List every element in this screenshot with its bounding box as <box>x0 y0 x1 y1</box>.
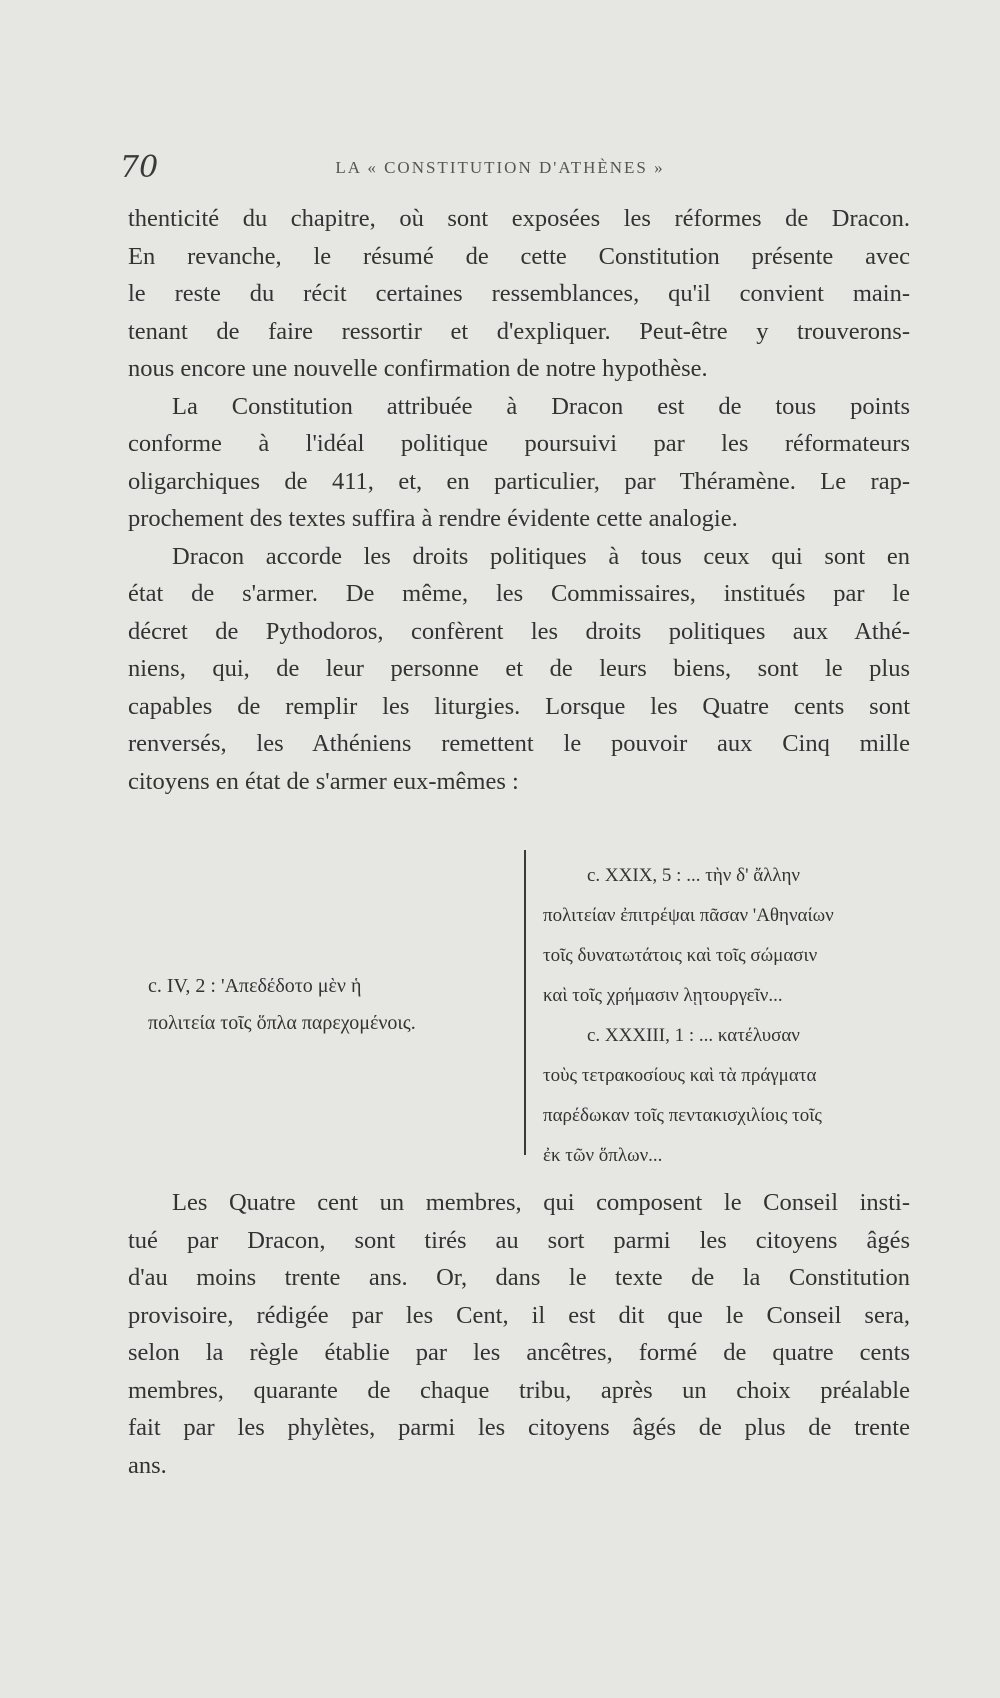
column-divider <box>524 850 526 1155</box>
text-line: tenant de faire ressortir et d'expliquer. Peut-être y trouverons- <box>128 317 910 345</box>
running-title: LA « CONSTITUTION D'ATHÈNES » <box>335 158 665 177</box>
text-line: selon la règle établie par les ancêtres, formé de quatre cents <box>128 1339 910 1366</box>
quotation-line: τοὺς τετρακοσίους καὶ τὰ πράγματα <box>543 1065 817 1086</box>
text-line: renversés, les Athéniens remettent le pouvoir aux Cinq mille <box>128 730 910 757</box>
quotation-line: καὶ τοῖς χρήμασιν λῃτουργεῖν... <box>543 985 783 1006</box>
quotation-line: παρέδωκαν τοῖς πεντακισχιλίοις τοῖς <box>543 1105 822 1126</box>
text-line: oligarchiques de 411, et, en particulier, par Théramène. Le rap- <box>128 467 910 495</box>
text-line: le reste du récit certaines ressemblances, qu'il convient main- <box>128 280 910 307</box>
text-line: état de s'armer. De même, les Commissaires, institués par le <box>128 580 910 607</box>
quotation-right <box>543 856 933 1176</box>
text-line: La Constitution attribuée à Dracon est de tous points <box>172 392 910 420</box>
text-line: nous encore une nouvelle confirmation de notre hypothèse. <box>128 355 708 382</box>
quotation-line: πολιτείαν ἐπιτρέψαι πᾶσαν 'Αθηναίων <box>543 905 834 926</box>
quotation-line: c. XXXIII, 1 : ... κατέλυσαν <box>587 1025 800 1046</box>
text-line: Dracon accorde les droits politiques à tous ceux qui sont en <box>172 542 910 570</box>
text-line: tué par Dracon, sont tirés au sort parmi les citoyens âgés <box>128 1226 910 1254</box>
text-line: ans. <box>128 1451 167 1479</box>
text-line: conforme à l'idéal politique poursuivi par les réformateurs <box>128 430 910 457</box>
quotation-line: c. IV, 2 : 'Απεδέδοτο μὲν ἡ <box>148 975 362 997</box>
text-line: prochement des textes suffira à rendre évidente cette analogie. <box>128 505 738 532</box>
parallel-quotations <box>128 850 910 1166</box>
quotation-line: τοῖς δυνατωτάτοις καὶ τοῖς σώμασιν <box>543 945 818 966</box>
text-line: capables de remplir les liturgies. Lorsque les Quatre cents sont <box>128 692 910 720</box>
text-line: citoyens en état de s'armer eux-mêmes : <box>128 767 519 795</box>
text-line: thenticité du chapitre, où sont exposées les réformes de Dracon. <box>128 205 910 232</box>
text-line: fait par les phylètes, parmi les citoyens âgés de plus de trente <box>128 1414 910 1441</box>
text-line: d'au moins trente ans. Or, dans le texte de la Constitution <box>128 1264 910 1291</box>
quotation-line: πολιτεία τοῖς ὅπλα παρεχομένοις. <box>148 1012 416 1034</box>
paragraph-2 <box>128 1184 910 1484</box>
text-line: niens, qui, de leur personne et de leurs biens, sont le plus <box>128 655 910 682</box>
text-line: membres, quarante de chaque tribu, après un choix préalable <box>128 1376 910 1404</box>
paragraph-1 <box>128 200 910 800</box>
quotation-line: c. XXIX, 5 : ... τὴν δ' ἄλλην <box>587 865 800 886</box>
text-line: décret de Pythodoros, confèrent les droits politiques aux Athé- <box>128 617 910 645</box>
quotation-line: ἐκ τῶν ὅπλων... <box>543 1145 663 1166</box>
text-line: Les Quatre cent un membres, qui composent le Conseil insti- <box>172 1189 910 1216</box>
page-number: 70 <box>120 150 159 185</box>
text-line: provisoire, rédigée par les Cent, il est dit que le Conseil sera, <box>128 1301 910 1329</box>
text-line: En revanche, le résumé de cette Constitution présente avec <box>128 242 910 270</box>
